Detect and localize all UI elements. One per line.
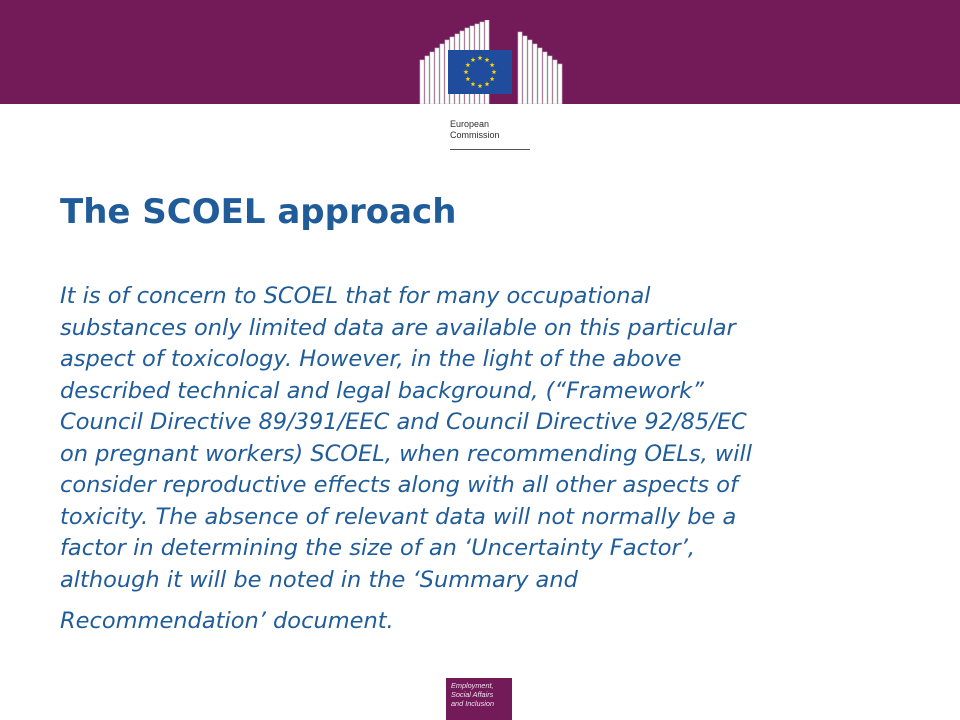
body-line: on pregnant workers) SCOEL, when recommending OELs, will — [60, 440, 753, 467]
body-line: consider reproductive effects along with all other aspects of — [60, 472, 738, 498]
logo-underline — [450, 149, 530, 150]
dg-employment-badge — [446, 678, 512, 720]
logo-line-2: Commission — [450, 130, 500, 140]
body-line: substances only limited data are available on this particular — [60, 314, 736, 341]
european-commission-logo — [418, 20, 564, 140]
slide-title: The SCOEL approach — [60, 192, 457, 232]
body-line: described technical and legal background, (“Framework” — [60, 377, 704, 404]
body-line: aspect of toxicology. However, in the light of the above — [60, 346, 682, 372]
badge-line-1: Employment, — [451, 681, 494, 690]
badge-line-3: and Inclusion — [451, 699, 495, 708]
slide-body — [60, 281, 920, 638]
badge-line-2: Social Affairs — [451, 690, 494, 699]
body-line: Recommendation’ document. — [60, 608, 394, 634]
body-line: factor in determining the size of an ‘Uncertainty Factor’, — [60, 535, 696, 561]
logo-line-1: European — [450, 119, 490, 129]
body-line: although it will be noted in the ‘Summary and — [60, 566, 578, 593]
body-line: It is of concern to SCOEL that for many occupational — [60, 283, 651, 309]
body-line: toxicity. The absence of relevant data will not normally be a — [60, 503, 737, 530]
european-commission-building-icon — [418, 20, 564, 118]
body-line: Council Directive 89/391/EEC and Council Directive 92/85/EC — [60, 409, 747, 435]
logo-wordmark — [450, 119, 530, 141]
